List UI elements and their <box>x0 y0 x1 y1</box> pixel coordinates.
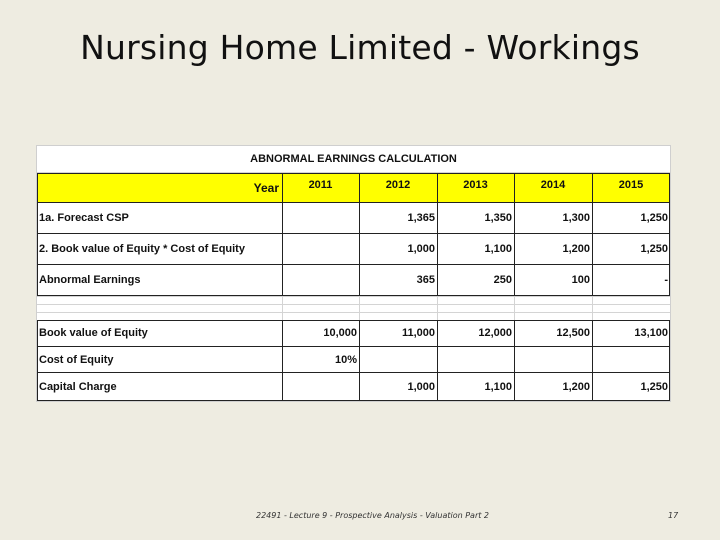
table-cell: 11,000 <box>401 327 435 339</box>
table-cell: 13,100 <box>634 327 668 339</box>
table-cell: 1,250 <box>640 212 668 224</box>
row-label: 2. Book value of Equity * Cost of Equity <box>39 243 245 255</box>
year-2013: 2013 <box>463 178 488 191</box>
year-label: Year <box>253 181 279 195</box>
table-heading: ABNORMAL EARNINGS CALCULATION <box>250 153 457 165</box>
table-cell: 1,250 <box>640 243 668 255</box>
table-cell <box>437 347 514 373</box>
table-cell: 250 <box>493 274 512 286</box>
row-label: Cost of Equity <box>39 353 114 366</box>
table-cell: 12,000 <box>478 327 512 339</box>
table-cell: 1,300 <box>562 212 590 224</box>
table-cell: 1,200 <box>562 380 590 393</box>
slide-title: Nursing Home Limited - Workings <box>80 28 640 67</box>
table-cell <box>514 347 592 373</box>
table-cell: 1,250 <box>640 380 668 393</box>
table-cell <box>592 347 670 373</box>
year-2014: 2014 <box>540 178 566 191</box>
table-cell: 1,000 <box>407 380 435 393</box>
row-label: Abnormal Earnings <box>39 274 141 286</box>
slide-footer: 22491 - Lecture 9 - Prospective Analysis - Valuation Part 2 <box>256 511 489 520</box>
year-2012: 2012 <box>385 178 411 191</box>
table-cell <box>359 347 437 373</box>
year-2015: 2015 <box>618 178 644 191</box>
table-cell: - <box>664 274 668 286</box>
table-cell: 1,100 <box>484 380 512 393</box>
page-number: 17 <box>668 511 679 520</box>
table-cell <box>282 203 359 234</box>
table-cell <box>282 373 359 401</box>
table-cell: 1,365 <box>407 212 435 224</box>
table-cell: 100 <box>571 274 590 286</box>
table-cell: 1,100 <box>484 243 512 255</box>
table-cell: 12,500 <box>556 327 590 339</box>
row-label: Book value of Equity <box>39 327 148 339</box>
table-cell: 365 <box>416 274 435 286</box>
table-cell: 10,000 <box>323 327 357 339</box>
table-cell: 1,350 <box>484 212 512 224</box>
table-cell: 1,200 <box>562 243 590 255</box>
row-label: 1a. Forecast CSP <box>39 212 129 224</box>
table-cell <box>282 234 359 265</box>
table-cell: 1,000 <box>407 243 435 255</box>
table-cell: 10% <box>334 353 357 366</box>
row-label: Capital Charge <box>39 380 117 393</box>
year-2011: 2011 <box>308 178 333 191</box>
abnormal-earnings-table <box>36 145 671 402</box>
table-cell <box>282 265 359 296</box>
